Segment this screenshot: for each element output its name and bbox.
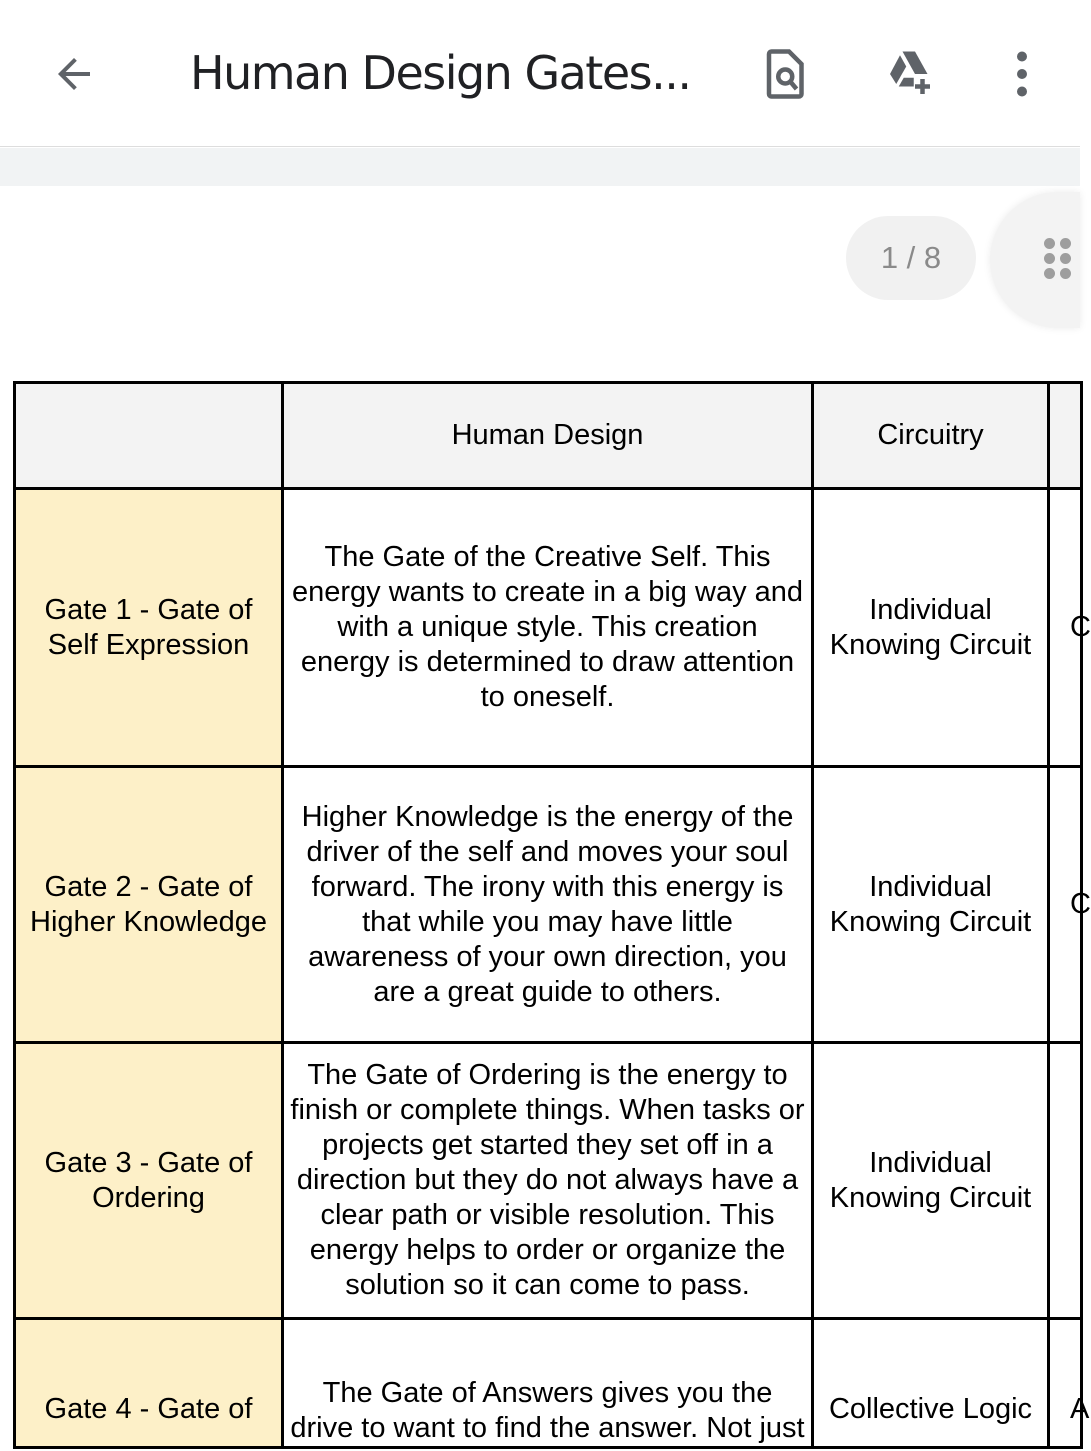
header-cell-empty [15, 383, 283, 489]
toolbar-divider [0, 148, 1080, 186]
table-row [15, 767, 1082, 1043]
grid-dots-icon[interactable] [1044, 238, 1074, 280]
add-to-drive-icon[interactable] [880, 44, 940, 104]
description-cell: Higher Knowledge is the energy of the driver of the self and moves your soul forward. The irony with this energy is that while you may have little awareness of your own direction, you are a great guide to others. [283, 767, 813, 1043]
circuitry-cell: Individual Knowing Circuit [813, 489, 1049, 767]
circuitry-cell: Individual Knowing Circuit [813, 1043, 1049, 1319]
circuitry-cell: Collective Logic [813, 1319, 1049, 1448]
back-arrow-icon[interactable] [50, 50, 98, 98]
header-cell-human-design: Human Design [283, 383, 813, 489]
gate-cell: Gate 1 - Gate of Self Expression [15, 489, 283, 767]
circuitry-cell: Individual Knowing Circuit [813, 767, 1049, 1043]
table-row [15, 489, 1082, 767]
next-cell: C [1049, 489, 1082, 767]
gate-cell: Gate 3 - Gate of Ordering [15, 1043, 283, 1319]
header-row [15, 383, 1082, 489]
next-cell [1049, 1043, 1082, 1319]
table-row [15, 1043, 1082, 1319]
next-cell: A [1049, 1319, 1082, 1448]
description-cell: The Gate of Ordering is the energy to finish or complete things. When tasks or projects get started they set off in a direction but they do not always have a clear path or visible resolution. This energy helps to order or organize the solution so it can come to pass. [283, 1043, 813, 1319]
header-cell-circuitry: Circuitry [813, 383, 1049, 489]
more-vert-icon[interactable] [992, 44, 1052, 104]
description-cell: The Gate of the Creative Self. This energy wants to create in a big way and with a unique style. This creation energy is determined to draw attention to oneself. [283, 489, 813, 767]
gate-cell: Gate 2 - Gate of Higher Knowledge [15, 767, 283, 1043]
table-row [15, 1319, 1082, 1448]
page-indicator: 1 / 8 [846, 216, 976, 300]
gate-cell: Gate 4 - Gate of [15, 1319, 283, 1448]
app-bar [0, 0, 1080, 147]
description-cell: The Gate of Answers gives you the drive to want to find the answer. Not just [283, 1319, 813, 1448]
find-in-document-icon[interactable] [754, 44, 814, 104]
header-cell-next [1049, 383, 1082, 489]
document-title: Human Design Gates... [190, 46, 691, 100]
next-cell: C [1049, 767, 1082, 1043]
